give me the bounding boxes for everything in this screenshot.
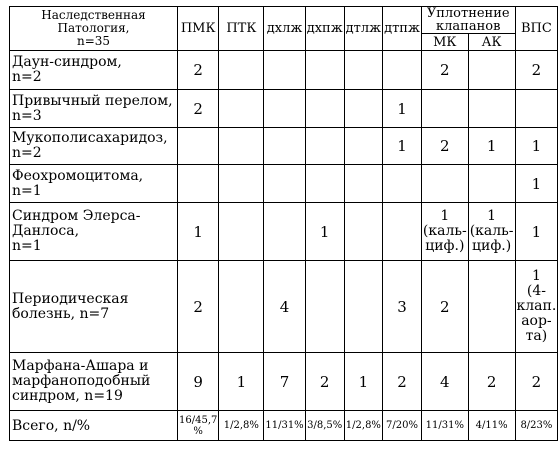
cell-ak — [468, 165, 515, 203]
cell-ptk — [219, 128, 264, 165]
header-ptk: ПТК — [219, 7, 264, 51]
cell-ak: 1 — [468, 128, 515, 165]
table-row — [10, 353, 558, 411]
cell-mk: 1 (каль- циф.) — [421, 203, 468, 261]
row-label: Периодическая болезнь, n=7 — [10, 261, 178, 353]
cell-pmk: 2 — [178, 90, 219, 128]
total-pmk: 16/45,7 % — [178, 411, 219, 441]
header-dhlzh: дхлж — [264, 7, 305, 51]
cell-vps: 1 — [515, 128, 558, 165]
header-valve-compaction: Уплотнение клапанов — [421, 7, 515, 34]
cell-ak — [468, 51, 515, 90]
cell-mk: 2 — [421, 261, 468, 353]
cell-mk: 2 — [421, 51, 468, 90]
row-label: Феохромоцитома, n=1 — [10, 165, 178, 203]
table-row — [10, 51, 558, 90]
cell-pmk: 2 — [178, 51, 219, 90]
cell-dtpzh: 3 — [383, 261, 422, 353]
cell-dhlzh: 4 — [264, 261, 305, 353]
cell-mk: 4 — [421, 353, 468, 411]
cell-vps: 2 — [515, 353, 558, 411]
total-row — [10, 411, 558, 441]
cell-dtpzh: 1 — [383, 128, 422, 165]
cell-pmk: 2 — [178, 261, 219, 353]
header-dtlzh: дтлж — [344, 7, 382, 51]
cell-vps: 1 — [515, 203, 558, 261]
cell-pmk: 9 — [178, 353, 219, 411]
header-vps: ВПС — [515, 7, 558, 51]
header-row — [10, 7, 558, 34]
cell-pmk — [178, 128, 219, 165]
total-ptk: 1/2,8% — [219, 411, 264, 441]
cell-dtpzh: 1 — [383, 90, 422, 128]
row-label: Даун-синдром, n=2 — [10, 51, 178, 90]
cell-dtlzh — [344, 261, 382, 353]
cell-dhpzh — [305, 261, 344, 353]
cell-dtlzh — [344, 51, 382, 90]
total-dtlzh: 1/2,8% — [344, 411, 382, 441]
cell-ptk — [219, 90, 264, 128]
cell-dhlzh — [264, 203, 305, 261]
table-row — [10, 90, 558, 128]
row-label: Привычный перелом, n=3 — [10, 90, 178, 128]
total-mk: 11/31% — [421, 411, 468, 441]
cell-dhpzh: 1 — [305, 203, 344, 261]
cell-vps: 2 — [515, 51, 558, 90]
table-row — [10, 165, 558, 203]
total-dhlzh: 11/31% — [264, 411, 305, 441]
cell-mk — [421, 90, 468, 128]
cell-dtlzh — [344, 90, 382, 128]
cell-dhpzh — [305, 165, 344, 203]
cell-vps — [515, 90, 558, 128]
total-dtpzh: 7/20% — [383, 411, 422, 441]
cell-dtpzh: 2 — [383, 353, 422, 411]
cell-dtlzh — [344, 128, 382, 165]
cell-ptk — [219, 203, 264, 261]
cell-mk — [421, 165, 468, 203]
header-ak: АК — [468, 34, 515, 51]
cell-ak — [468, 90, 515, 128]
cell-ak: 1 (каль- циф.) — [468, 203, 515, 261]
total-vps: 8/23% — [515, 411, 558, 441]
cell-dhlzh: 7 — [264, 353, 305, 411]
cell-dhpzh — [305, 90, 344, 128]
header-dhpzh: дхпж — [305, 7, 344, 51]
cell-dtlzh — [344, 165, 382, 203]
cell-ptk — [219, 261, 264, 353]
cell-ptk — [219, 165, 264, 203]
header-pmk: ПМК — [178, 7, 219, 51]
cell-pmk: 1 — [178, 203, 219, 261]
cell-vps: 1 (4- клап. аор- та) — [515, 261, 558, 353]
cell-mk: 2 — [421, 128, 468, 165]
cell-dhlzh — [264, 165, 305, 203]
cell-dhlzh — [264, 128, 305, 165]
cell-dtpzh — [383, 203, 422, 261]
cell-dhpzh — [305, 51, 344, 90]
cell-dtpzh — [383, 165, 422, 203]
cell-ptk — [219, 51, 264, 90]
cell-ak: 2 — [468, 353, 515, 411]
cell-dtlzh — [344, 203, 382, 261]
table-row — [10, 128, 558, 165]
cell-dtpzh — [383, 51, 422, 90]
cell-vps: 1 — [515, 165, 558, 203]
row-label: Марфана-Ашара и марфаноподобный синдром, n=19 — [10, 353, 178, 411]
table-row — [10, 261, 558, 353]
cell-dhlzh — [264, 90, 305, 128]
cell-ak — [468, 261, 515, 353]
table-row — [10, 203, 558, 261]
header-mk: МК — [421, 34, 468, 51]
cell-dhlzh — [264, 51, 305, 90]
header-dtpzh: дтпж — [383, 7, 422, 51]
pathology-table — [9, 6, 558, 441]
total-ak: 4/11% — [468, 411, 515, 441]
total-label: Всего, n/% — [10, 411, 178, 441]
cell-ptk: 1 — [219, 353, 264, 411]
row-label: Синдром Элерса- Данлоса, n=1 — [10, 203, 178, 261]
row-label: Мукополисахаридоз, n=2 — [10, 128, 178, 165]
cell-dtlzh: 1 — [344, 353, 382, 411]
cell-pmk — [178, 165, 219, 203]
total-dhpzh: 3/8,5% — [305, 411, 344, 441]
header-pathology: Наследственная Патология, n=35 — [10, 7, 178, 51]
cell-dhpzh — [305, 128, 344, 165]
cell-dhpzh: 2 — [305, 353, 344, 411]
